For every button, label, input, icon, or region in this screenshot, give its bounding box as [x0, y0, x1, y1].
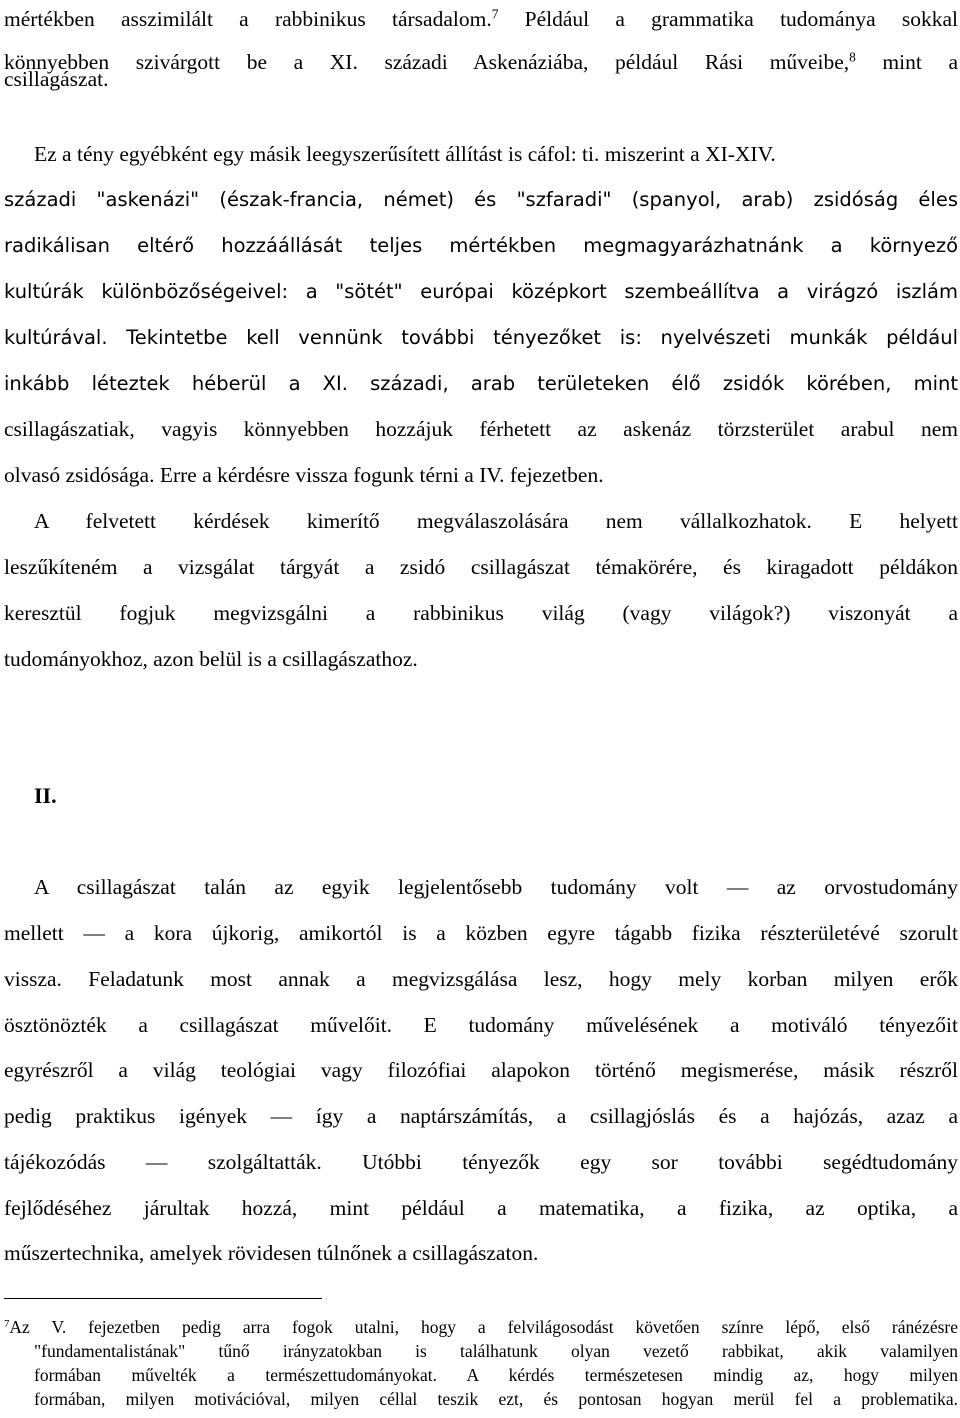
paragraph-2-line-4: kultúrák különbözőségeivel: a "sötét" európai középkort szembeállítva a virágzó iszlám: [4, 280, 958, 303]
paragraph-4-line-4: ösztönözték a csillagászat művelőit. E tudomány művelésének a motiváló tényezőit: [4, 1013, 958, 1037]
section-heading: II.: [34, 783, 57, 808]
paragraph-4-line-6: pedig praktikus igények — így a naptárszámítás, a csillagjóslás és a hajózás, azaz a: [4, 1104, 958, 1128]
paragraph-4-line-7: tájékozódás — szolgáltatták. Utóbbi tényezők egy sor további segédtudomány: [4, 1150, 958, 1174]
footnote-ref-8[interactable]: 8: [849, 49, 856, 65]
paragraph-2-line-5: kultúrával. Tekintetbe kell vennünk további tényezőket is: nyelvészeti munkák például: [4, 326, 958, 349]
paragraph-2-line-6: inkább léteztek héberül a XI. századi, arab területeken élő zsidók körében, mint: [4, 372, 958, 395]
paragraph-3-line-2: leszűkíteném a vizsgálat tárgyát a zsidó csillagászat témakörére, és kiragadott példákon: [4, 555, 958, 579]
footnote-7-line-2: "fundamentalistának" tűnő irányzatokban is találhatunk olyan vezető rabbikat, akik valamilyen: [34, 1341, 958, 1361]
footnote-7-line-1: [4, 1315, 958, 1339]
paragraph-4-line-2: mellett — a kora újkorig, amikortól is a közben egyre tágabb fizika részterületévé szorult: [4, 921, 958, 945]
text-span: mint a: [855, 50, 958, 74]
paragraph-3-line-4: tudományokhoz, azon belül is a csillagászathoz.: [4, 647, 418, 671]
text-span: mértékben asszimilált a rabbinikus társadalom.: [4, 7, 492, 31]
paragraph-2-line-3: radikálisan eltérő hozzáállását teljes mértékben megmagyarázhatnánk a környező: [4, 234, 958, 257]
paragraph-3-line-3: keresztül fogjuk megvizsgálni a rabbinikus világ (vagy világok?) viszonyát a: [4, 601, 958, 625]
paragraph-4-line-1: A csillagászat talán az egyik legjelentősebb tudomány volt — az orvostudomány: [34, 875, 958, 899]
text-span: Az V. fejezetben pedig arra fogok utalni, hogy a felvilágosodást követően színre lépő, első ránézésre: [9, 1317, 958, 1337]
paragraph-3-line-1: A felvetett kérdések kimerítő megválaszolására nem vállalkozhatok. E helyett: [34, 509, 958, 533]
paragraph-2-line-8: olvasó zsidósága. Erre a kérdésre vissza fogunk térni a IV. fejezetben.: [4, 463, 604, 487]
text-span: könnyebben szivárgott be a XI. századi Askenáziába, például Rási műveibe,: [4, 50, 850, 74]
paragraph-2-line-1: Ez a tény egyébként egy másik leegyszerűsített állítást is cáfol: ti. miszerint a XI-XIV.: [34, 142, 776, 166]
paragraph-4-line-8: fejlődéséhez járultak hozzá, mint például a matematika, a fizika, az optika, a: [4, 1196, 958, 1220]
paragraph-1-line-1: [4, 2, 958, 36]
footnote-7-line-4: formában, milyen motivációval, milyen céllal teszik ezt, és pontosan hogyan merül fel a problematika.: [34, 1389, 958, 1409]
paragraph-2-line-2: századi "askenázi" (észak-francia, német) és "szfaradi" (spanyol, arab) zsidóság éles: [4, 188, 958, 211]
paragraph-4-line-9: műszertechnika, amelyek rövidesen túlnőnek a csillagászaton.: [4, 1241, 539, 1265]
paragraph-4-line-5: egyrészről a világ teológiai vagy filozófiai alapokon történő megismerése, másik részről: [4, 1058, 958, 1082]
paragraph-2-line-7: csillagászatiak, vagyis könnyebben hozzájuk férhetett az askenáz törzsterület arabul nem: [4, 417, 958, 441]
paragraph-4-line-3: vissza. Feladatunk most annak a megvizsgálása lesz, hogy mely korban milyen erők: [4, 967, 958, 991]
footnote-7-line-3: formában művelték a természettudományokat. A kérdés természetesen mindig az, hogy milyen: [34, 1365, 958, 1385]
footnote-ref-7[interactable]: 7: [491, 6, 499, 22]
text-span: Például a grammatika tudománya sokkal: [498, 7, 958, 31]
footnote-marker-7: 7: [4, 1318, 10, 1331]
paragraph-1-line-3: csillagászat.: [4, 67, 109, 91]
footnote-separator: [4, 1298, 322, 1299]
